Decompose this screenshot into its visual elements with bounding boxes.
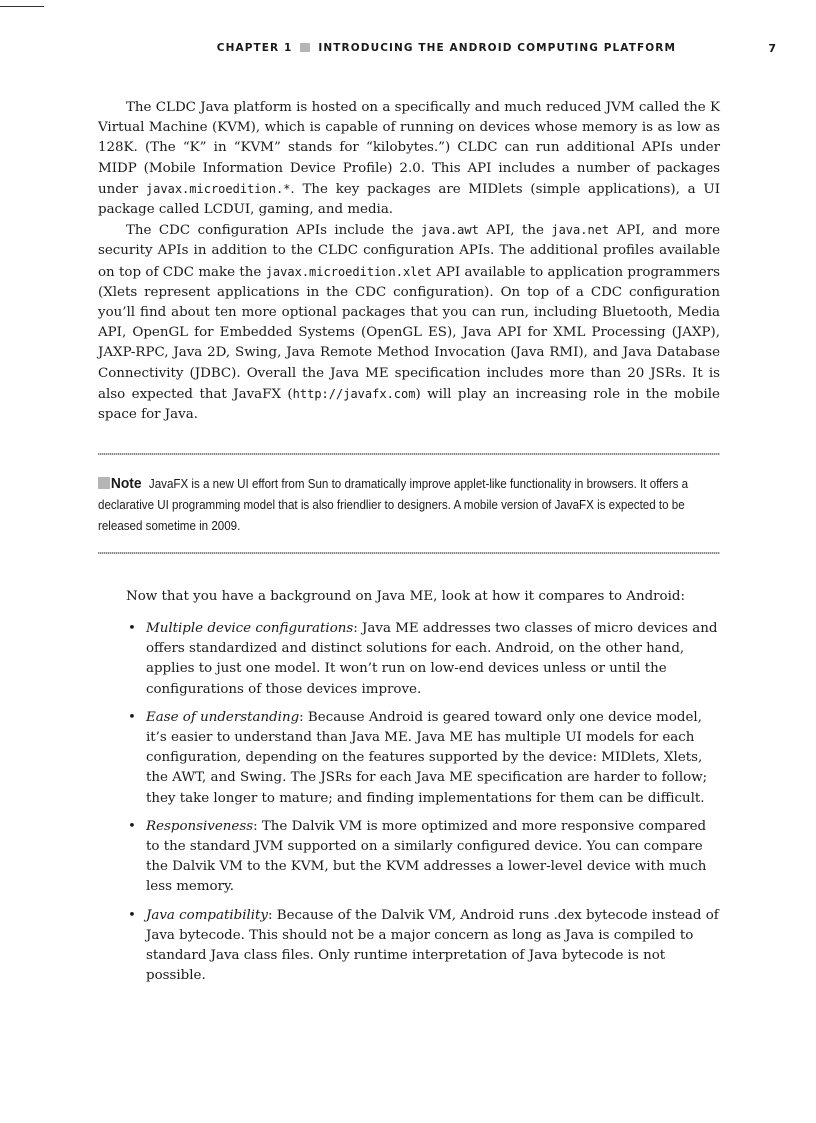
list-item xyxy=(126,906,720,987)
para2-text-1: The CDC configuration APIs include the xyxy=(126,223,422,239)
para2-code-1: java.awt xyxy=(421,223,479,238)
bullet-icon: • xyxy=(128,818,136,834)
bullet-icon: • xyxy=(128,621,136,636)
note-body: JavaFX is a new UI effort from Sun to dramatically improve applet-like functionality in browsers. It offers a declarative UI programming model that is also friendlier to designers. A mobile version of JavaFX is expected to be released sometime in 2009. xyxy=(98,477,689,533)
bullet-text: : The Dalvik VM is more optimized and more responsive compared to the standard JVM supported on a similarly configured device. You can compare the Dalvik VM to the KVM, but the KVM addresses a lower-level device with much less memory. xyxy=(146,818,707,895)
note-square-icon xyxy=(98,477,110,489)
paragraph-cdc xyxy=(98,220,720,425)
note-box xyxy=(98,453,720,554)
bullet-text: : Java ME addresses two classes of micro devices and offers standardized and distinct solutions for each. Android, on the other hand, applies to just one model. It won’t run on low-end devices unless or until the configurations of those devices improve. xyxy=(146,621,718,697)
list-item xyxy=(126,817,720,898)
body-paragraphs xyxy=(98,98,720,425)
paragraph-cldc xyxy=(98,98,720,220)
comparison-list xyxy=(126,619,720,994)
list-intro: Now that you have a background on Java ME, look at how it compares to Android: xyxy=(126,589,685,604)
note-bottom-rule xyxy=(98,552,720,554)
para1-text-1: The CLDC Java platform is hosted on a specifically and much reduced JVM called the K Virtual Machine (KVM), which is capable of running on devices whose memory is as low as 128K. (The “K” in “KVM” stands for “kilobytes.”) CLDC can run additional APIs under MIDP (Mobile Information Device Profile) 2.0. This API includes a number of packages under xyxy=(98,100,720,197)
list-item xyxy=(126,619,720,700)
para2-code-3: javax.microedition.xlet xyxy=(265,264,432,279)
running-header-chapter xyxy=(217,42,676,54)
chapter-title: INTRODUCING THE ANDROID COMPUTING PLATFORM xyxy=(318,42,676,54)
note-top-rule xyxy=(98,453,720,455)
bullet-icon: • xyxy=(128,907,136,923)
bullet-text: : Because of the Dalvik VM, Android runs .dex bytecode instead of Java bytecode. This should not be a major concern as long as Java is compiled to standard Java class files. Only runtime interpretation of Java bytecode is not possible. xyxy=(146,907,719,984)
bullet-term: Java compatibility xyxy=(146,907,268,923)
bullet-term: Ease of understanding xyxy=(146,709,300,725)
bullet-icon: • xyxy=(128,709,136,725)
chapter-label: CHAPTER 1 xyxy=(216,42,293,54)
page-number: 7 xyxy=(768,42,776,55)
para1-text-2: . The key packages are MIDlets (simple applications), a UI package called LCDUI, gaming, and media. xyxy=(98,181,721,218)
note-label: Note xyxy=(110,475,142,492)
para2-text-4: API available to application programmers (Xlets represent applications in the CDC configuration). On top of a CDC configuration you’ll find about ten more optional packages that you can run, including Bluetooth, Media API, OpenGL for Embedded Systems (OpenGL ES), Java API for XML Processing (JAXP), JAXP-RPC, Java 2D, Swing, Java Remote Method Invocation (Java RMI), and Java Database Connectivity (JDBC). Overall the Java ME specification includes more than 20 JSRs. It is also expected that JavaFX ( xyxy=(98,264,721,402)
bullet-term: Responsiveness xyxy=(146,818,254,834)
note-text xyxy=(98,473,720,537)
para2-code-2: java.net xyxy=(551,223,610,238)
header-separator-square xyxy=(300,43,310,52)
list-item xyxy=(126,708,720,809)
running-header xyxy=(0,42,776,60)
crop-mark xyxy=(0,6,44,7)
bullet-text: : Because Android is geared toward only one device model, it’s easier to understand than Java ME. Java ME has multiple UI models for each configuration, depending on the features supported by the device: MIDlets, Xlets, the AWT, and Swing. The JSRs for each Java ME specification are harder to follow; they take longer to mature; and finding implementations for them can be difficult. xyxy=(146,709,708,806)
bullet-term: Multiple device configurations xyxy=(146,621,354,636)
para2-text-3: API, and more security APIs in addition to the CLDC configuration APIs. The additional profiles available on top of CDC make the xyxy=(98,223,720,280)
para2-text-2: API, the xyxy=(478,223,552,239)
para2-code-4: http://javafx.com xyxy=(292,386,416,401)
para1-code-1: javax.microedition.* xyxy=(145,181,291,196)
para2-text-5: ) will play an increasing role in the mobile space for Java. xyxy=(98,386,720,423)
